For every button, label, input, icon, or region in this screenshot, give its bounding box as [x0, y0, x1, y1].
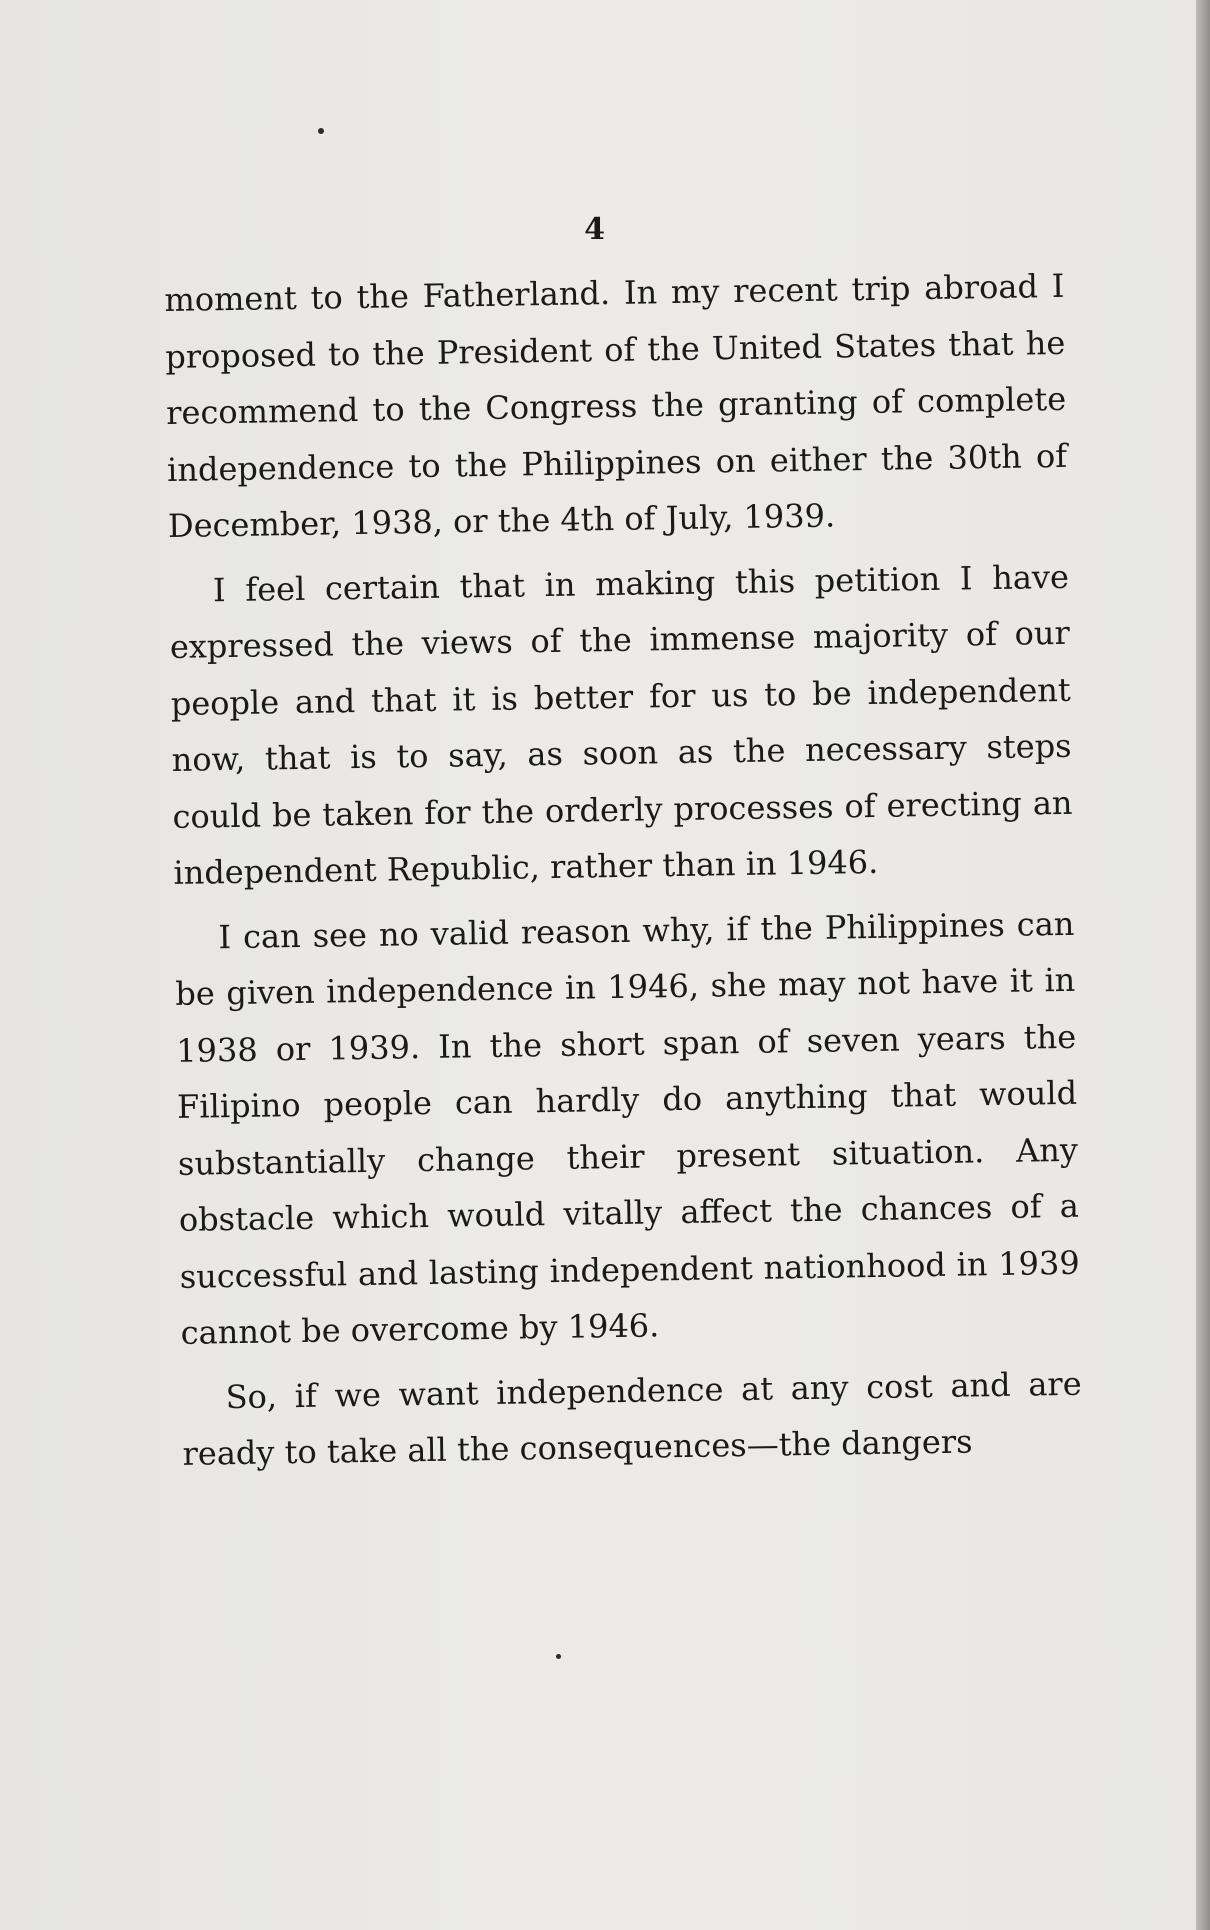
ink-speck: [556, 1654, 561, 1659]
page-edge-shadow: [1196, 0, 1210, 1930]
page-number: 4: [584, 212, 606, 247]
paragraph-2: I feel certain that in making this petition I have expressed the views of the immense majority of our people and that it is better for us to be independent now, that is to say, as soon as the necessary steps could be taken for the orderly processes of erecting an independent Republic, rather than in 1946.: [169, 557, 1073, 892]
paragraph-3: I can see no valid reason why, if the Philippines can be given independence in 1946, she may not have it in 1938 or 1939. In the short span of seven years the Filipino people can hardly do anything that would substantially change their present situation. Any obstacle which would vitally affect the chances of a successful and lasting independent nationhood in 1939 cannot be overcome by 1946.: [175, 904, 1080, 1352]
body-text: [164, 258, 1083, 1490]
paragraph-1: moment to the Fatherland. In my recent trip abroad I proposed to the President of the United States that he recommend to the Congress the granting of complete independence to the Philippines on either the 30th of December, 1938, or the 4th of July, 1939.: [164, 266, 1068, 545]
paragraph-4: So, if we want independence at any cost and are ready to take all the consequences—the dangers: [182, 1364, 1082, 1473]
ink-speck: [318, 128, 324, 134]
